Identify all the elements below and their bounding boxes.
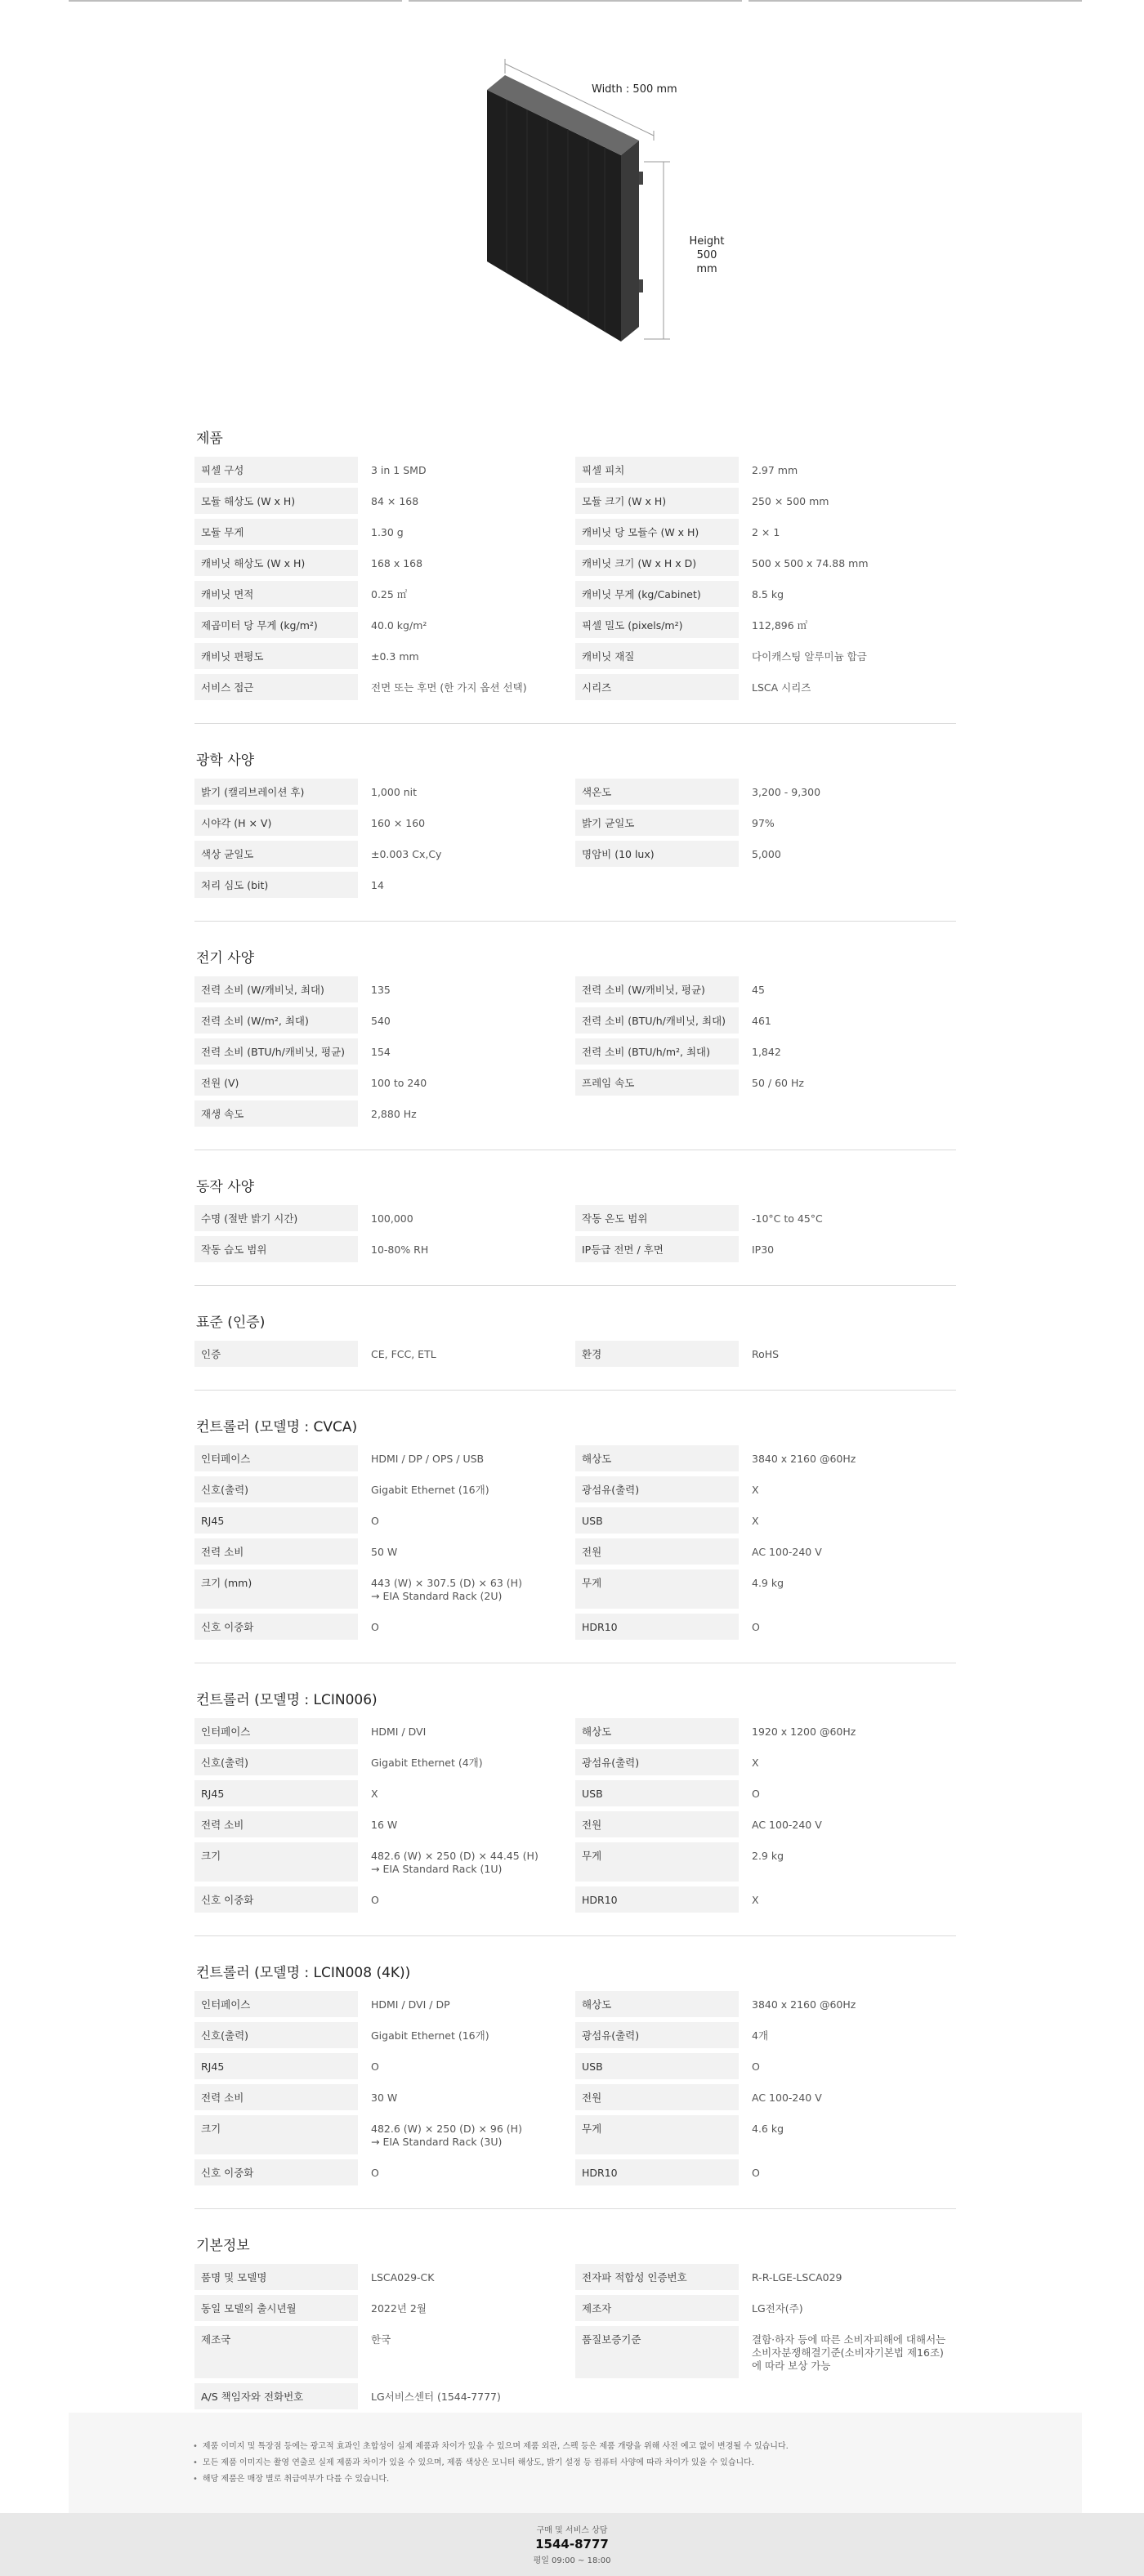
spec-label: 캐비닛 편평도 — [194, 643, 358, 669]
spec-label: 프레임 속도 — [575, 1069, 739, 1096]
spec-value: 100,000 — [371, 1212, 413, 1225]
spec-label: 광섬유(출력) — [575, 1476, 739, 1502]
spec-value: 다이캐스팅 알루미늄 합금 — [752, 650, 867, 663]
spec-label: USB — [575, 1780, 739, 1806]
spec-label: 색상 균일도 — [194, 841, 358, 867]
section-title: 광학 사양 — [196, 752, 255, 769]
spec-value: 30 W — [371, 2092, 398, 2104]
spec-section — [194, 1961, 956, 2209]
spec-label: 서비스 접근 — [194, 674, 358, 700]
spec-label — [575, 872, 739, 898]
spec-value: 500 x 500 x 74.88 mm — [752, 557, 869, 569]
spec-value: AC 100-240 V — [752, 1819, 822, 1831]
note-item: • 모든 제품 이미지는 촬영 연출로 실제 제품과 차이가 있을 수 있으며, 제품 색상은 모니터 해상도, 밝기 설정 등 컴퓨터 사양에 따라 차이가 있을 수 있습니다. — [193, 2455, 1082, 2471]
spec-label: 픽셀 밀도 (pixels/m²) — [575, 612, 739, 638]
spec-value: 8.5 kg — [752, 588, 784, 600]
spec-label: USB — [575, 1507, 739, 1534]
spec-value: 160 × 160 — [371, 817, 426, 829]
spec-label: USB — [575, 2053, 739, 2079]
product-figure — [458, 57, 727, 359]
spec-value: 482.6 (W) × 250 (D) × 96 (H) → EIA Standard Rack (3U) — [371, 2123, 522, 2148]
spec-value: O — [752, 2167, 760, 2179]
spec-label: 해상도 — [575, 1445, 739, 1471]
footer-hours: 평일 09:00 ~ 18:00 — [533, 2556, 611, 2565]
spec-label: HDR10 — [575, 1614, 739, 1640]
spec-label: 전력 소비 — [194, 1811, 358, 1837]
spec-value: 10-80% RH — [371, 1243, 429, 1256]
spec-value: 40.0 kg/m² — [371, 619, 427, 632]
spec-value: HDMI / DVI / DP — [371, 1998, 450, 2011]
spec-label — [575, 2383, 739, 2409]
spec-label: 처리 심도 (bit) — [194, 872, 358, 898]
spec-value: LG서비스센터 (1544-7777) — [371, 2391, 501, 2403]
spec-table — [194, 1991, 956, 2185]
spec-label: 제조자 — [575, 2295, 739, 2321]
footer-label: 구매 및 서비스 상담 — [536, 2526, 608, 2535]
spec-label: RJ45 — [194, 1780, 358, 1806]
spec-value: 3,200 - 9,300 — [752, 786, 821, 798]
spec-table — [194, 1445, 956, 1640]
spec-value: CE, FCC, ETL — [371, 1348, 436, 1360]
spec-value: 1920 x 1200 @60Hz — [752, 1726, 856, 1738]
disclaimer-notes — [69, 2413, 1082, 2513]
spec-value: 5,000 — [752, 848, 781, 860]
spec-table — [194, 976, 956, 1127]
spec-table — [194, 1341, 956, 1367]
spec-value: 1.30 g — [371, 526, 404, 538]
spec-label: 전력 소비 — [194, 2084, 358, 2110]
spec-label: 신호 이중화 — [194, 1614, 358, 1640]
spec-label: 크기 (mm) — [194, 1569, 358, 1609]
spec-label: 전원 — [575, 2084, 739, 2110]
spec-section — [194, 426, 956, 724]
spec-value: O — [371, 1894, 379, 1906]
spec-value: Gigabit Ethernet (4개) — [371, 1757, 483, 1769]
spec-label: 신호(출력) — [194, 1476, 358, 1502]
spec-label: HDR10 — [575, 1886, 739, 1913]
spec-label: A/S 책임자와 전화번호 — [194, 2383, 358, 2409]
spec-table — [194, 2264, 956, 2409]
top-tab-underline — [69, 0, 1082, 2]
spec-label: IP등급 전면 / 후면 — [575, 1236, 739, 1262]
spec-value: 3840 x 2160 @60Hz — [752, 1998, 856, 2011]
spec-value: O — [371, 2060, 379, 2073]
spec-value: ±0.3 mm — [371, 650, 419, 663]
spec-section — [194, 748, 956, 922]
section-title: 컨트롤러 (모델명 : CVCA) — [196, 1419, 358, 1435]
spec-value: 3 in 1 SMD — [371, 464, 427, 476]
spec-label: 픽셀 구성 — [194, 457, 358, 483]
spec-value: O — [752, 1788, 760, 1800]
spec-value: HDMI / DP / OPS / USB — [371, 1453, 485, 1465]
section-title: 제품 — [196, 431, 223, 447]
spec-label: 전력 소비 (BTU/h/m², 최대) — [575, 1038, 739, 1065]
note-item: • 제품 이미지 및 특장점 등에는 광고적 효과인 초합성이 실제 제품과 차이가 있을 수 있으며 제품 외관, 스펙 등은 제품 개량을 위해 사전 예고 없이 변경될 수 있습니다. — [193, 2439, 1082, 2455]
spec-value: AC 100-240 V — [752, 2092, 822, 2104]
spec-label: 밝기 균일도 — [575, 810, 739, 836]
spec-value: O — [371, 1621, 379, 1633]
spec-value — [739, 872, 956, 898]
spec-label: 캐비닛 해상도 (W x H) — [194, 550, 358, 576]
spec-label: 전력 소비 (W/m², 최대) — [194, 1007, 358, 1034]
spec-label: 밝기 (캘리브레이션 후) — [194, 779, 358, 805]
spec-value: 16 W — [371, 1819, 398, 1831]
spec-table — [194, 1718, 956, 1913]
section-title: 동작 사양 — [196, 1179, 255, 1195]
spec-label: 무게 — [575, 1569, 739, 1609]
spec-value: 168 x 168 — [371, 557, 423, 569]
spec-label: 캐비닛 무게 (kg/Cabinet) — [575, 581, 739, 607]
spec-value: 1,000 nit — [371, 786, 418, 798]
note-item: • 해당 제품은 매장 별로 취급여부가 다를 수 있습니다. — [193, 2471, 1082, 2488]
spec-label: 전력 소비 (W/캐비닛, 평균) — [575, 976, 739, 1002]
spec-value: 461 — [752, 1015, 771, 1027]
spec-label: 무게 — [575, 1842, 739, 1882]
spec-label: 신호 이중화 — [194, 2159, 358, 2185]
spec-label: 재생 속도 — [194, 1100, 358, 1127]
section-title: 전기 사양 — [196, 950, 255, 967]
spec-label: 해상도 — [575, 1991, 739, 2017]
spec-label: 전원 — [575, 1811, 739, 1837]
spec-value: 250 × 500 mm — [752, 495, 829, 507]
spec-label: 환경 — [575, 1341, 739, 1367]
spec-label: 제곱미터 당 무게 (kg/m²) — [194, 612, 358, 638]
spec-table — [194, 779, 956, 898]
spec-value: 2.9 kg — [752, 1850, 784, 1862]
spec-label: RJ45 — [194, 2053, 358, 2079]
spec-value: 97% — [752, 817, 775, 829]
spec-value: 154 — [371, 1046, 391, 1058]
spec-value: 2.97 mm — [752, 464, 798, 476]
spec-value — [739, 2383, 956, 2409]
spec-label: 캐비닛 재질 — [575, 643, 739, 669]
spec-label: 광섬유(출력) — [575, 1749, 739, 1775]
spec-value: HDMI / DVI — [371, 1726, 427, 1738]
spec-value: -10°C to 45°C — [752, 1212, 823, 1225]
spec-label: 전자파 적합성 인증번호 — [575, 2264, 739, 2290]
spec-value: 84 × 168 — [371, 495, 419, 507]
spec-value: X — [752, 1515, 759, 1527]
spec-label: 동일 모델의 출시년월 — [194, 2295, 358, 2321]
spec-value: 4개 — [752, 2029, 769, 2042]
spec-value: X — [371, 1788, 378, 1800]
spec-section — [194, 1310, 956, 1391]
spec-label: 제조국 — [194, 2326, 358, 2378]
footer-contact — [0, 2513, 1144, 2576]
spec-value: X — [752, 1484, 759, 1496]
spec-section — [194, 946, 956, 1150]
section-title: 표준 (인증) — [196, 1315, 266, 1331]
height-dimension-label: Height 500 mm — [689, 235, 725, 275]
spec-label: 작동 온도 범위 — [575, 1205, 739, 1231]
spec-value: 결함·하자 등에 따른 소비자피해에 대해서는 소비자분쟁해결기준(소비자기본법 제16조)에 따라 보상 가능 — [752, 2333, 946, 2372]
spec-value: X — [752, 1894, 759, 1906]
spec-value: 112,896 ㎡ — [752, 619, 808, 632]
spec-label: 캐비닛 당 모듈수 (W x H) — [575, 519, 739, 545]
spec-label: 시야각 (H × V) — [194, 810, 358, 836]
spec-value: 2022년 2월 — [371, 2302, 427, 2315]
spec-label: 품질보증기준 — [575, 2326, 739, 2378]
spec-label: 크기 — [194, 2115, 358, 2154]
spec-value: 2,880 Hz — [371, 1108, 417, 1120]
spec-label: 신호 이중화 — [194, 1886, 358, 1913]
spec-label: 명암비 (10 lux) — [575, 841, 739, 867]
footer-phone[interactable]: 1544-8777 — [535, 2537, 609, 2551]
spec-value: 540 — [371, 1015, 391, 1027]
spec-value: IP30 — [752, 1243, 775, 1256]
led-cabinet-image — [458, 57, 727, 359]
spec-label: 인증 — [194, 1341, 358, 1367]
spec-value: 14 — [371, 879, 384, 891]
spec-label: 모듈 해상도 (W x H) — [194, 488, 358, 514]
spec-value: 2 × 1 — [752, 526, 780, 538]
section-title: 기본정보 — [196, 2238, 250, 2254]
spec-value: LSCA 시리즈 — [752, 681, 811, 694]
spec-label: 캐비닛 크기 (W x H x D) — [575, 550, 739, 576]
spec-value: 0.25 ㎡ — [371, 588, 408, 600]
spec-value: X — [752, 1757, 759, 1769]
spec-section — [194, 1175, 956, 1286]
spec-label: 크기 — [194, 1842, 358, 1882]
spec-label: 픽셀 피치 — [575, 457, 739, 483]
spec-value: 135 — [371, 984, 391, 996]
spec-value: 1,842 — [752, 1046, 781, 1058]
spec-label: 신호(출력) — [194, 2022, 358, 2048]
spec-section — [194, 2234, 956, 2432]
spec-label: 광섬유(출력) — [575, 2022, 739, 2048]
spec-label: 수명 (절반 밝기 시간) — [194, 1205, 358, 1231]
spec-value: 4.6 kg — [752, 2123, 784, 2135]
spec-section — [194, 1415, 956, 1663]
spec-value: 482.6 (W) × 250 (D) × 44.45 (H) → EIA Standard Rack (1U) — [371, 1850, 538, 1875]
spec-value: 3840 x 2160 @60Hz — [752, 1453, 856, 1465]
spec-label: 전원 (V) — [194, 1069, 358, 1096]
spec-label: 모듈 크기 (W x H) — [575, 488, 739, 514]
spec-label: 시리즈 — [575, 674, 739, 700]
spec-value: O — [371, 1515, 379, 1527]
spec-value — [739, 1100, 956, 1127]
spec-value: R-R-LGE-LSCA029 — [752, 2271, 842, 2284]
spec-section — [194, 1688, 956, 1936]
spec-label: 무게 — [575, 2115, 739, 2154]
spec-label: 전원 — [575, 1538, 739, 1565]
spec-value: LSCA029-CK — [371, 2271, 435, 2284]
spec-label: 해상도 — [575, 1718, 739, 1744]
section-title: 컨트롤러 (모델명 : LCIN008 (4K)) — [196, 1965, 411, 1981]
spec-value: Gigabit Ethernet (16개) — [371, 2029, 489, 2042]
spec-label: 작동 습도 범위 — [194, 1236, 358, 1262]
spec-label: 전력 소비 — [194, 1538, 358, 1565]
spec-label: 캐비닛 면적 — [194, 581, 358, 607]
spec-value: Gigabit Ethernet (16개) — [371, 1484, 489, 1496]
width-dimension-label: Width : 500 mm — [592, 83, 677, 96]
spec-value: 50 W — [371, 1546, 398, 1558]
spec-value: LG전자(주) — [752, 2302, 803, 2315]
section-title: 컨트롤러 (모델명 : LCIN006) — [196, 1692, 378, 1708]
spec-value: RoHS — [752, 1348, 780, 1360]
spec-label: 인터페이스 — [194, 1445, 358, 1471]
spec-value: ±0.003 Cx,Cy — [371, 848, 442, 860]
spec-label: 인터페이스 — [194, 1718, 358, 1744]
spec-label: 색온도 — [575, 779, 739, 805]
spec-value: O — [752, 1621, 760, 1633]
spec-value: O — [371, 2167, 379, 2179]
spec-label: 신호(출력) — [194, 1749, 358, 1775]
spec-value: 50 / 60 Hz — [752, 1077, 804, 1089]
spec-label: HDR10 — [575, 2159, 739, 2185]
spec-value: 443 (W) × 307.5 (D) × 63 (H) → EIA Standard Rack (2U) — [371, 1577, 522, 1602]
spec-value: 한국 — [371, 2333, 391, 2346]
spec-sections — [194, 417, 956, 2432]
spec-value: 45 — [752, 984, 765, 996]
spec-value: 전면 또는 후면 (한 가지 옵션 선택) — [371, 681, 527, 694]
spec-label: 인터페이스 — [194, 1991, 358, 2017]
spec-label: 전력 소비 (BTU/h/캐비닛, 평균) — [194, 1038, 358, 1065]
spec-value: 100 to 240 — [371, 1077, 427, 1089]
spec-value: AC 100-240 V — [752, 1546, 822, 1558]
spec-table — [194, 457, 956, 700]
spec-table — [194, 1205, 956, 1262]
spec-label: 품명 및 모델명 — [194, 2264, 358, 2290]
spec-label: 전력 소비 (W/캐비닛, 최대) — [194, 976, 358, 1002]
spec-value: O — [752, 2060, 760, 2073]
spec-label: 모듈 무게 — [194, 519, 358, 545]
spec-label: 전력 소비 (BTU/h/캐비닛, 최대) — [575, 1007, 739, 1034]
spec-label — [575, 1100, 739, 1127]
spec-label: RJ45 — [194, 1507, 358, 1534]
spec-value: 4.9 kg — [752, 1577, 784, 1589]
